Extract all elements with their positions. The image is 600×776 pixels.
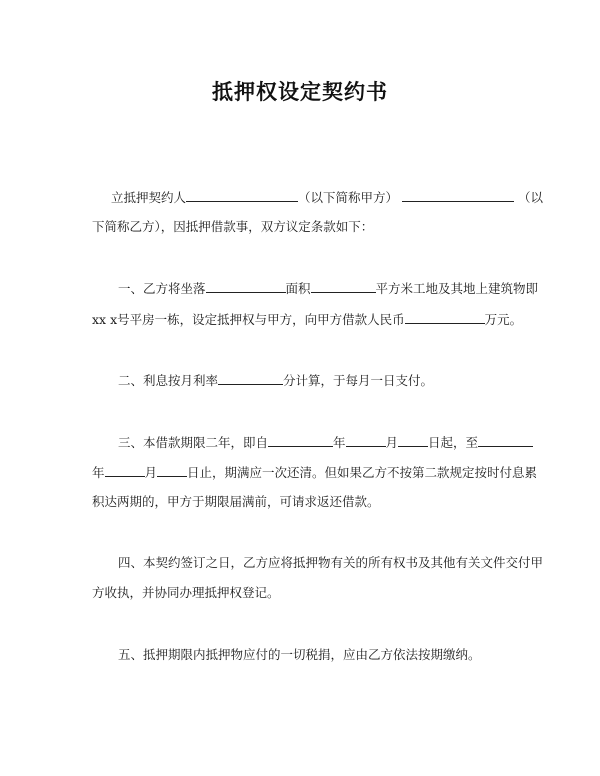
- clause-3-month-label: 月: [385, 435, 399, 450]
- clause-1-text-a: 一、乙方将坐落: [118, 281, 206, 296]
- party-b-blank[interactable]: [402, 189, 514, 202]
- start-year-blank[interactable]: [268, 434, 333, 447]
- intro-party-label: 立抵押契约人: [111, 190, 187, 205]
- clause-2-text-a: 二、利息按月利率: [118, 373, 219, 388]
- clause-1-line-2: [92, 311, 522, 327]
- party-a-blank[interactable]: [186, 189, 298, 202]
- loan-amount-blank[interactable]: [405, 311, 485, 324]
- clause-3-line-2: [92, 464, 537, 480]
- clause-3-text-a: 三、本借款期限二年，即自: [118, 435, 269, 450]
- intro-line-1: [111, 189, 543, 205]
- end-year-blank-start[interactable]: [478, 434, 533, 447]
- clause-3-line-3: 积达两期的，甲方于期限届满前，可请求返还借款。: [92, 494, 380, 509]
- intro-party-a-alias: （以下简称甲方）: [298, 190, 399, 205]
- clause-3-end-year-label: 年: [92, 465, 105, 480]
- interest-rate-blank[interactable]: [218, 372, 283, 385]
- clause-3-text-g: 日止，期满应一次还清。但如果乙方不按第二款规定按时付息累: [187, 465, 538, 480]
- clause-3-end-month-label: 月: [144, 465, 158, 480]
- start-month-blank[interactable]: [346, 434, 386, 447]
- location-blank[interactable]: [206, 280, 286, 293]
- clause-1-text-b: 面积: [285, 281, 311, 296]
- clause-3-text-d: 日起，至: [428, 435, 479, 450]
- start-day-blank[interactable]: [398, 434, 428, 447]
- clause-1-text-d: xx x号平房一栋，设定抵押权与甲方，向甲方借款人民币: [92, 312, 405, 327]
- clause-3-line-1: [118, 434, 533, 450]
- intro-party-b-alias-start: （以: [518, 190, 544, 205]
- area-blank[interactable]: [311, 280, 376, 293]
- clause-2-line: [118, 372, 433, 388]
- clause-3-year-label: 年: [333, 435, 346, 450]
- end-day-blank[interactable]: [157, 464, 187, 477]
- clause-4-line-1: 四、本契约签订之日，乙方应将抵押物有关的所有权书及其他有关文件交付甲: [118, 555, 544, 570]
- clause-4-line-2: 方收执，并协同办理抵押权登记。: [92, 585, 280, 600]
- intro-line-2: 下简称乙方），因抵押借款事，双方议定条款如下：: [92, 219, 374, 234]
- clause-5-line: 五、抵押期限内抵押物应付的一切税捐，应由乙方依法按期缴纳。: [118, 647, 481, 662]
- clause-1-line-1: [118, 280, 538, 296]
- clause-1-text-c: 平方米工地及其地上建筑物即: [375, 281, 539, 296]
- document-title: 抵押权设定契约书: [212, 80, 388, 104]
- clause-2-text-b: 分计算，于每月一日支付。: [283, 373, 434, 388]
- clause-1-text-e: 万元。: [484, 312, 523, 327]
- end-month-blank[interactable]: [105, 464, 145, 477]
